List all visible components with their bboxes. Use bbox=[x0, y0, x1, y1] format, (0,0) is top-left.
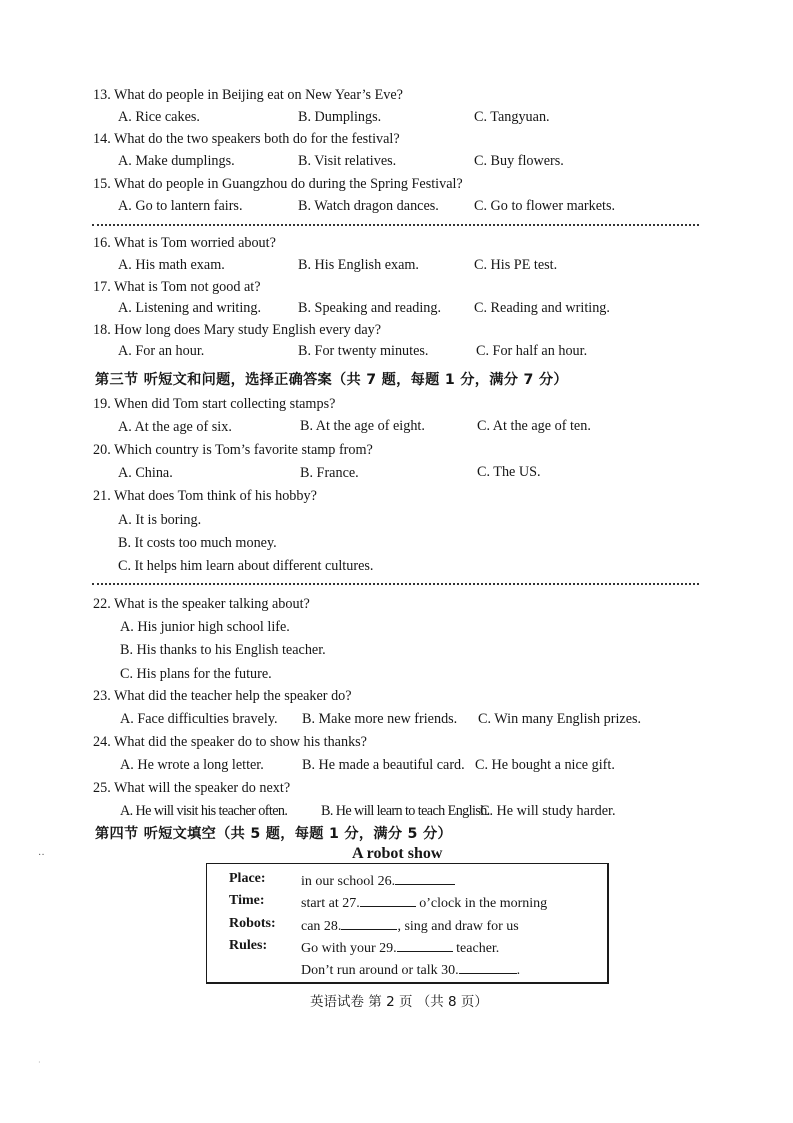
blank-29[interactable] bbox=[397, 938, 453, 952]
rules-row-2 bbox=[301, 960, 520, 979]
question-16: 16. What is Tom worried about? bbox=[93, 235, 276, 251]
question-21: 21. What does Tom think of his hobby? bbox=[93, 488, 317, 504]
dotted-divider bbox=[92, 224, 699, 226]
place-label: Place: bbox=[229, 871, 266, 886]
option-19-b: B. At the age of eight. bbox=[300, 418, 425, 434]
option-23-b: B. Make more new friends. bbox=[302, 711, 458, 727]
question-13: 13. What do people in Beijing eat on New Year’s Eve? bbox=[93, 87, 403, 103]
option-25-a: A. He will visit his teacher often. bbox=[120, 803, 288, 819]
dotted-divider bbox=[92, 583, 699, 585]
option-15-b: B. Watch dragon dances. bbox=[298, 198, 439, 214]
robots-label: Robots: bbox=[229, 916, 276, 931]
option-23-a: A. Face difficulties bravely. bbox=[120, 711, 278, 727]
rules2-text-post: . bbox=[516, 963, 521, 978]
option-24-c: C. He bought a nice gift. bbox=[475, 757, 615, 773]
section-4-heading: 第四节 听短文填空（共 5 题，每题 1 分，满分 5 分） bbox=[95, 826, 452, 842]
place-row bbox=[301, 871, 455, 890]
rules-text-pre: Go with your 29. bbox=[301, 941, 397, 956]
option-18-a: A. For an hour. bbox=[118, 343, 205, 359]
scan-mark: · bbox=[38, 1058, 41, 1067]
question-23: 23. What did the teacher help the speaker do? bbox=[93, 688, 352, 704]
rules-row bbox=[301, 938, 499, 957]
option-20-b: B. France. bbox=[300, 465, 359, 481]
option-16-c: C. His PE test. bbox=[474, 257, 558, 273]
option-19-a: A. At the age of six. bbox=[118, 419, 232, 435]
option-14-b: B. Visit relatives. bbox=[298, 153, 397, 169]
option-17-c: C. Reading and writing. bbox=[474, 300, 610, 316]
option-23-c: C. Win many English prizes. bbox=[478, 711, 642, 727]
robots-text-pre: can 28. bbox=[301, 919, 342, 934]
place-text: in our school 26. bbox=[301, 874, 396, 889]
option-22-a: A. His junior high school life. bbox=[120, 619, 290, 635]
blank-30[interactable] bbox=[459, 960, 517, 974]
option-24-a: A. He wrote a long letter. bbox=[120, 757, 264, 773]
section-3-heading: 第三节 听短文和问题，选择正确答案（共 7 题，每题 1 分，满分 7 分） bbox=[95, 372, 568, 388]
question-17: 17. What is Tom not good at? bbox=[93, 279, 261, 295]
scan-mark: ·· bbox=[38, 850, 45, 861]
option-18-c: C. For half an hour. bbox=[476, 343, 588, 359]
robots-row bbox=[301, 916, 519, 935]
option-15-a: A. Go to lantern fairs. bbox=[118, 198, 243, 214]
option-20-a: A. China. bbox=[118, 465, 173, 481]
rules2-text-pre: Don’t run around or talk 30. bbox=[301, 963, 459, 978]
time-text-post: o’clock in the morning bbox=[415, 896, 548, 911]
option-21-b: B. It costs too much money. bbox=[118, 535, 277, 551]
question-22: 22. What is the speaker talking about? bbox=[93, 596, 310, 612]
option-18-b: B. For twenty minutes. bbox=[298, 343, 429, 359]
option-24-b: B. He made a beautiful card. bbox=[302, 757, 465, 773]
option-22-c: C. His plans for the future. bbox=[120, 666, 272, 682]
page-footer: 英语试卷 第 2 页 （共 8 页） bbox=[310, 994, 488, 1010]
blank-26[interactable] bbox=[395, 871, 455, 885]
time-text-pre: start at 27. bbox=[301, 896, 360, 911]
option-14-c: C. Buy flowers. bbox=[474, 153, 564, 169]
question-20: 20. Which country is Tom’s favorite stamp from? bbox=[93, 442, 373, 458]
option-14-a: A. Make dumplings. bbox=[118, 153, 235, 169]
question-14: 14. What do the two speakers both do for the festival? bbox=[93, 131, 400, 147]
question-15: 15. What do people in Guangzhou do during the Spring Festival? bbox=[93, 176, 463, 192]
question-25: 25. What will the speaker do next? bbox=[93, 780, 291, 796]
option-15-c: C. Go to flower markets. bbox=[474, 198, 616, 214]
option-25-b: B. He will learn to teach English. bbox=[321, 803, 490, 819]
option-13-b: B. Dumplings. bbox=[298, 109, 382, 125]
question-24: 24. What did the speaker do to show his thanks? bbox=[93, 734, 367, 750]
option-21-a: A. It is boring. bbox=[118, 512, 202, 528]
option-25-c: C. He will study harder. bbox=[480, 803, 616, 819]
option-16-a: A. His math exam. bbox=[118, 257, 225, 273]
question-18: 18. How long does Mary study English every day? bbox=[93, 322, 382, 338]
option-13-c: C. Tangyuan. bbox=[474, 109, 550, 125]
option-21-c: C. It helps him learn about different cultures. bbox=[118, 558, 374, 574]
question-19: 19. When did Tom start collecting stamps? bbox=[93, 396, 336, 412]
time-row bbox=[301, 893, 547, 912]
option-22-b: B. His thanks to his English teacher. bbox=[120, 642, 326, 658]
rules-label: Rules: bbox=[229, 938, 268, 953]
option-16-b: B. His English exam. bbox=[298, 257, 419, 273]
blank-28[interactable] bbox=[341, 916, 397, 930]
option-17-a: A. Listening and writing. bbox=[118, 300, 262, 316]
option-19-c: C. At the age of ten. bbox=[477, 418, 591, 434]
blank-27[interactable] bbox=[360, 893, 416, 907]
table-title: A robot show bbox=[352, 845, 443, 862]
option-13-a: A. Rice cakes. bbox=[118, 109, 200, 125]
robots-text-post: , sing and draw for us bbox=[397, 919, 519, 934]
rules-text-post: teacher. bbox=[452, 941, 500, 956]
option-17-b: B. Speaking and reading. bbox=[298, 300, 442, 316]
time-label: Time: bbox=[229, 893, 265, 908]
option-20-c: C. The US. bbox=[477, 464, 541, 480]
